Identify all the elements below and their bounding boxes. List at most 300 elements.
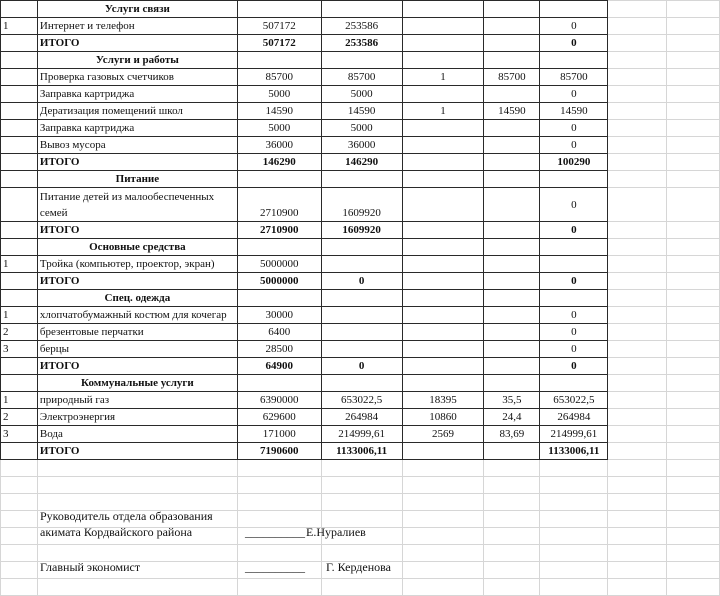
empty-cell xyxy=(540,511,608,528)
empty-cell xyxy=(484,460,540,477)
empty-cell xyxy=(667,477,720,494)
empty-cell xyxy=(402,290,484,307)
value-plan: 6400 xyxy=(237,324,321,341)
value-fact: 5000 xyxy=(321,86,402,103)
empty-cell xyxy=(667,324,720,341)
empty-cell xyxy=(237,477,321,494)
empty-cell xyxy=(1,290,38,307)
head-name: Е.Нуралиев xyxy=(306,525,366,539)
item-name: Интернет и телефон xyxy=(37,18,237,35)
value-sum: 0 xyxy=(540,86,608,103)
section-title: Питание xyxy=(37,171,237,188)
value-plan: 85700 xyxy=(237,69,321,86)
total-fact: 1609920 xyxy=(321,222,402,239)
empty-cell xyxy=(608,188,667,222)
value-fact: 5000 xyxy=(321,120,402,137)
item-name: Тройка (компьютер, проектор, экран) xyxy=(37,256,237,273)
empty-cell xyxy=(402,494,484,511)
empty-cell xyxy=(1,460,38,477)
empty-cell xyxy=(402,528,484,545)
row-number: 1 xyxy=(1,307,38,324)
value-sum: 0 xyxy=(540,324,608,341)
value-plan: 5000 xyxy=(237,120,321,137)
empty-cell xyxy=(608,239,667,256)
item-name: Вывоз мусора xyxy=(37,137,237,154)
total-fact: 0 xyxy=(321,273,402,290)
value-fact: 214999,61 xyxy=(321,426,402,443)
empty-cell xyxy=(667,494,720,511)
table-row xyxy=(1,18,720,35)
economist-signature-line: __________ xyxy=(245,560,305,574)
empty-cell xyxy=(608,290,667,307)
total-row xyxy=(1,443,720,460)
empty-cell xyxy=(321,171,402,188)
empty-cell xyxy=(540,494,608,511)
total-plan: 64900 xyxy=(237,358,321,375)
empty-cell xyxy=(237,239,321,256)
empty-cell xyxy=(1,443,38,460)
total-plan: 2710900 xyxy=(237,222,321,239)
empty-cell xyxy=(402,1,484,18)
value-sum: 264984 xyxy=(540,409,608,426)
empty-cell xyxy=(667,171,720,188)
empty-cell xyxy=(1,358,38,375)
empty-cell xyxy=(321,460,402,477)
value-price: 83,69 xyxy=(484,426,540,443)
total-sum: 0 xyxy=(540,222,608,239)
empty-cell xyxy=(540,239,608,256)
empty-cell xyxy=(402,358,484,375)
total-sum: 0 xyxy=(540,35,608,52)
empty-cell xyxy=(402,222,484,239)
empty-cell xyxy=(321,494,402,511)
value-quantity: 1 xyxy=(402,103,484,120)
total-sum: 0 xyxy=(540,358,608,375)
empty-cell xyxy=(1,1,38,18)
value-sum: 0 xyxy=(540,188,608,222)
empty-cell xyxy=(608,120,667,137)
empty-cell xyxy=(608,69,667,86)
row-number: 3 xyxy=(1,341,38,358)
item-name: брезентовые перчатки xyxy=(37,324,237,341)
empty-cell xyxy=(667,409,720,426)
empty-cell xyxy=(608,579,667,596)
row-number xyxy=(1,86,38,103)
table-row xyxy=(1,307,720,324)
empty-cell xyxy=(667,375,720,392)
empty-row xyxy=(1,579,720,596)
value-plan: 507172 xyxy=(237,18,321,35)
value-price: 35,5 xyxy=(484,392,540,409)
empty-cell xyxy=(540,375,608,392)
value-quantity xyxy=(402,341,484,358)
value-quantity xyxy=(402,18,484,35)
row-number: 1 xyxy=(1,18,38,35)
value-price xyxy=(484,188,540,222)
total-row xyxy=(1,154,720,171)
value-fact xyxy=(321,324,402,341)
empty-cell xyxy=(484,562,540,579)
empty-cell xyxy=(608,18,667,35)
value-plan: 171000 xyxy=(237,426,321,443)
empty-cell xyxy=(667,1,720,18)
empty-cell xyxy=(321,477,402,494)
empty-cell xyxy=(667,69,720,86)
item-name: хлопчатобумажный костюм для кочегар xyxy=(37,307,237,324)
value-price xyxy=(484,18,540,35)
total-row xyxy=(1,222,720,239)
total-plan: 507172 xyxy=(237,35,321,52)
empty-cell xyxy=(402,579,484,596)
empty-cell xyxy=(402,477,484,494)
value-plan: 5000000 xyxy=(237,256,321,273)
section-header-row xyxy=(1,52,720,69)
empty-cell xyxy=(667,35,720,52)
empty-cell xyxy=(540,562,608,579)
empty-cell xyxy=(608,103,667,120)
empty-cell xyxy=(402,171,484,188)
empty-cell xyxy=(402,239,484,256)
empty-cell xyxy=(321,239,402,256)
empty-cell xyxy=(1,477,38,494)
row-number: 3 xyxy=(1,426,38,443)
value-plan: 629600 xyxy=(237,409,321,426)
value-plan: 6390000 xyxy=(237,392,321,409)
row-number xyxy=(1,69,38,86)
row-number: 1 xyxy=(1,256,38,273)
head-title-line2: акимата Кордвайского района xyxy=(40,525,193,539)
empty-cell xyxy=(667,222,720,239)
empty-cell xyxy=(608,528,667,545)
empty-cell xyxy=(540,528,608,545)
empty-cell xyxy=(608,545,667,562)
value-fact xyxy=(321,307,402,324)
empty-cell xyxy=(1,273,38,290)
empty-cell xyxy=(484,35,540,52)
value-quantity: 18395 xyxy=(402,392,484,409)
total-sum: 1133006,11 xyxy=(540,443,608,460)
value-plan: 28500 xyxy=(237,341,321,358)
row-number xyxy=(1,137,38,154)
empty-cell xyxy=(608,137,667,154)
total-sum: 100290 xyxy=(540,154,608,171)
empty-cell xyxy=(540,1,608,18)
empty-cell xyxy=(667,562,720,579)
item-name: Вода xyxy=(37,426,237,443)
value-quantity xyxy=(402,307,484,324)
table-row xyxy=(1,392,720,409)
empty-cell xyxy=(608,460,667,477)
value-quantity: 10860 xyxy=(402,409,484,426)
empty-cell xyxy=(484,1,540,18)
item-name: Питание детей из малообеспеченных семей xyxy=(37,188,237,222)
empty-cell xyxy=(667,392,720,409)
section-title: Услуги связи xyxy=(37,1,237,18)
value-price: 85700 xyxy=(484,69,540,86)
value-plan: 36000 xyxy=(237,137,321,154)
empty-cell xyxy=(237,290,321,307)
value-sum: 14590 xyxy=(540,103,608,120)
empty-cell xyxy=(321,1,402,18)
empty-cell xyxy=(402,460,484,477)
value-quantity xyxy=(402,86,484,103)
row-number: 2 xyxy=(1,324,38,341)
empty-cell xyxy=(402,154,484,171)
empty-cell xyxy=(402,52,484,69)
empty-cell xyxy=(484,154,540,171)
empty-cell xyxy=(484,171,540,188)
section-header-row xyxy=(1,171,720,188)
empty-cell xyxy=(1,171,38,188)
empty-cell xyxy=(1,222,38,239)
empty-cell xyxy=(667,528,720,545)
item-name: Электроэнергия xyxy=(37,409,237,426)
empty-cell xyxy=(667,239,720,256)
empty-cell xyxy=(1,511,38,528)
section-title: Основные средства xyxy=(37,239,237,256)
empty-cell xyxy=(608,1,667,18)
empty-cell xyxy=(540,477,608,494)
empty-cell xyxy=(608,426,667,443)
empty-cell xyxy=(321,290,402,307)
table-row xyxy=(1,426,720,443)
total-fact: 1133006,11 xyxy=(321,443,402,460)
empty-cell xyxy=(484,375,540,392)
empty-cell xyxy=(608,86,667,103)
empty-cell xyxy=(484,443,540,460)
empty-cell xyxy=(540,52,608,69)
table-row xyxy=(1,137,720,154)
empty-row xyxy=(1,460,720,477)
empty-cell xyxy=(667,137,720,154)
empty-cell xyxy=(321,579,402,596)
value-quantity xyxy=(402,188,484,222)
value-fact: 1609920 xyxy=(321,188,402,222)
section-title: Услуги и работы xyxy=(37,52,237,69)
empty-cell xyxy=(237,579,321,596)
value-price xyxy=(484,120,540,137)
value-price xyxy=(484,86,540,103)
empty-cell xyxy=(1,579,38,596)
empty-cell xyxy=(1,562,38,579)
empty-cell xyxy=(608,35,667,52)
empty-cell xyxy=(484,273,540,290)
empty-cell xyxy=(540,460,608,477)
row-number xyxy=(1,188,38,222)
empty-cell xyxy=(608,256,667,273)
section-header-row xyxy=(1,1,720,18)
row-number: 1 xyxy=(1,392,38,409)
empty-cell xyxy=(1,52,38,69)
empty-cell xyxy=(484,358,540,375)
value-sum: 653022,5 xyxy=(540,392,608,409)
value-sum: 85700 xyxy=(540,69,608,86)
empty-cell xyxy=(237,171,321,188)
value-sum xyxy=(540,256,608,273)
value-sum: 0 xyxy=(540,137,608,154)
total-label: ИТОГО xyxy=(37,222,237,239)
empty-cell xyxy=(321,52,402,69)
value-fact: 36000 xyxy=(321,137,402,154)
empty-cell xyxy=(667,18,720,35)
empty-cell xyxy=(667,273,720,290)
empty-cell xyxy=(237,1,321,18)
empty-cell xyxy=(608,273,667,290)
value-fact xyxy=(321,256,402,273)
head-signature-line: __________ xyxy=(245,525,305,539)
head-title-line1: Руководитель отдела образования xyxy=(40,509,213,523)
item-name: берцы xyxy=(37,341,237,358)
empty-cell xyxy=(608,341,667,358)
empty-cell xyxy=(37,460,237,477)
table-row xyxy=(1,324,720,341)
table-row xyxy=(1,86,720,103)
total-plan: 7190600 xyxy=(237,443,321,460)
row-number: 2 xyxy=(1,409,38,426)
total-label: ИТОГО xyxy=(37,358,237,375)
empty-row xyxy=(1,477,720,494)
empty-cell xyxy=(667,511,720,528)
total-plan: 5000000 xyxy=(237,273,321,290)
empty-cell xyxy=(667,188,720,222)
empty-cell xyxy=(608,477,667,494)
value-fact: 253586 xyxy=(321,18,402,35)
section-header-row xyxy=(1,375,720,392)
empty-cell xyxy=(237,52,321,69)
empty-cell xyxy=(402,511,484,528)
empty-cell xyxy=(608,154,667,171)
value-price xyxy=(484,324,540,341)
empty-cell xyxy=(667,307,720,324)
empty-cell xyxy=(667,443,720,460)
row-number xyxy=(1,103,38,120)
empty-cell xyxy=(484,52,540,69)
empty-cell xyxy=(667,545,720,562)
empty-cell xyxy=(608,358,667,375)
empty-cell xyxy=(1,528,38,545)
total-label: ИТОГО xyxy=(37,35,237,52)
empty-cell xyxy=(608,511,667,528)
empty-cell xyxy=(667,120,720,137)
value-plan: 14590 xyxy=(237,103,321,120)
empty-cell xyxy=(667,341,720,358)
empty-cell xyxy=(402,545,484,562)
empty-cell xyxy=(608,443,667,460)
empty-cell xyxy=(484,477,540,494)
value-sum: 0 xyxy=(540,307,608,324)
empty-cell xyxy=(540,545,608,562)
empty-cell xyxy=(540,579,608,596)
empty-cell xyxy=(608,324,667,341)
table-row xyxy=(1,256,720,273)
empty-cell xyxy=(1,545,38,562)
total-sum: 0 xyxy=(540,273,608,290)
empty-cell xyxy=(1,375,38,392)
empty-cell xyxy=(667,290,720,307)
empty-cell xyxy=(540,290,608,307)
empty-cell xyxy=(667,460,720,477)
value-fact: 85700 xyxy=(321,69,402,86)
total-label: ИТОГО xyxy=(37,443,237,460)
empty-cell xyxy=(321,375,402,392)
value-quantity xyxy=(402,324,484,341)
total-fact: 253586 xyxy=(321,35,402,52)
value-price xyxy=(484,256,540,273)
empty-cell xyxy=(540,171,608,188)
empty-cell xyxy=(484,494,540,511)
table-row xyxy=(1,69,720,86)
empty-cell xyxy=(402,273,484,290)
total-plan: 146290 xyxy=(237,154,321,171)
table-row xyxy=(1,188,720,222)
empty-cell xyxy=(667,52,720,69)
empty-cell xyxy=(37,579,237,596)
empty-cell xyxy=(1,154,38,171)
value-fact xyxy=(321,341,402,358)
value-sum: 0 xyxy=(540,341,608,358)
value-sum: 0 xyxy=(540,18,608,35)
section-header-row xyxy=(1,290,720,307)
section-title: Спец. одежда xyxy=(37,290,237,307)
empty-cell xyxy=(484,545,540,562)
empty-cell xyxy=(608,222,667,239)
table-row xyxy=(1,341,720,358)
empty-cell xyxy=(484,579,540,596)
value-fact: 14590 xyxy=(321,103,402,120)
empty-cell xyxy=(608,307,667,324)
item-name: Дератизация помещений школ xyxy=(37,103,237,120)
empty-cell xyxy=(608,52,667,69)
value-price xyxy=(484,137,540,154)
empty-cell xyxy=(1,239,38,256)
empty-cell xyxy=(484,239,540,256)
economist-name: Г. Керденова xyxy=(326,560,391,574)
value-price: 24,4 xyxy=(484,409,540,426)
value-quantity: 2569 xyxy=(402,426,484,443)
value-quantity: 1 xyxy=(402,69,484,86)
empty-cell xyxy=(667,103,720,120)
table-row xyxy=(1,120,720,137)
value-quantity xyxy=(402,256,484,273)
empty-cell xyxy=(402,443,484,460)
value-quantity xyxy=(402,120,484,137)
empty-cell xyxy=(667,426,720,443)
total-row xyxy=(1,273,720,290)
item-name: природный газ xyxy=(37,392,237,409)
empty-cell xyxy=(1,494,38,511)
row-number xyxy=(1,120,38,137)
value-price xyxy=(484,341,540,358)
empty-cell xyxy=(608,409,667,426)
value-plan: 5000 xyxy=(237,86,321,103)
value-plan: 30000 xyxy=(237,307,321,324)
empty-cell xyxy=(237,494,321,511)
table-row xyxy=(1,103,720,120)
value-quantity xyxy=(402,137,484,154)
value-plan: 2710900 xyxy=(237,188,321,222)
empty-cell xyxy=(608,171,667,188)
item-name: Заправка картриджа xyxy=(37,120,237,137)
total-fact: 0 xyxy=(321,358,402,375)
total-label: ИТОГО xyxy=(37,273,237,290)
empty-cell xyxy=(667,154,720,171)
value-sum: 214999,61 xyxy=(540,426,608,443)
value-price: 14590 xyxy=(484,103,540,120)
empty-cell xyxy=(608,375,667,392)
empty-cell xyxy=(667,358,720,375)
empty-cell xyxy=(402,35,484,52)
empty-cell xyxy=(37,477,237,494)
